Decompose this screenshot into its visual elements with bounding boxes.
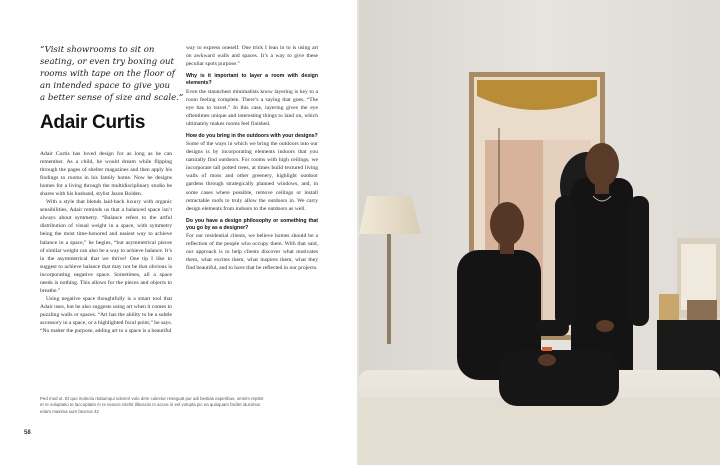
photo-caption: Ped mod ut. Et quo molectu rtatiumqui soloreri volo dem culectur reseguat pur adi bestias experibus, omnim reptint et re voluptatio te laccuptatin m re eiuscie nitchit ilibusciis m accus in est volupta pic ea quisquam facilet iducimus eriam maxima sum facerus 42 bbox=[40, 396, 264, 414]
lamp-stem bbox=[387, 234, 391, 344]
body-column-left bbox=[40, 150, 172, 335]
seated-man-arm bbox=[535, 320, 569, 336]
interview-answer: Even the staunchest minimalists know layering is key to a room feeling complete. There’s a saying that goes, “The eye has to travel.” In this case, layering gives the eye oftentimes unique and interesting things to land on, which ultimately makes rooms feel finished. bbox=[186, 88, 318, 127]
seated-man-hands bbox=[538, 354, 556, 366]
interview-question: How do you bring in the outdoors with your designs? bbox=[186, 132, 318, 139]
body-paragraph: With a style that blends laid-back luxury with organic sensibilities, Adair reminds us that a balanced space isn’t always about symmetry. “Balance refers to the artful distribution of visual weight in a space, with symmetry being the most time-honored and easiest way to achieve balance in a space,” he begins, “but asymmetrical pieces of similar weight can also be a way to achieve balance. It’s in the asymmetrical that we thrive! One tip I like to suggest to achieve balance that may not be that obvious is incorporating negative space. Sometimes, all a space needs is nothing. This allows for the pieces and objects to breathe.” bbox=[40, 199, 172, 294]
lamp-shade bbox=[359, 196, 421, 234]
pull-quote-line: an intended space to give you bbox=[40, 81, 171, 92]
portrait-photo bbox=[359, 0, 720, 465]
body-column-right bbox=[186, 44, 318, 272]
orange-bracelet bbox=[542, 347, 552, 351]
stacked-books bbox=[687, 300, 717, 320]
standing-man-neck bbox=[595, 182, 609, 194]
standing-man-head bbox=[585, 143, 619, 187]
text-page bbox=[0, 0, 358, 465]
standing-man-left-arm bbox=[555, 196, 575, 326]
seated-man-legs bbox=[499, 350, 619, 406]
body-paragraph: Using negative space thoughtfully is a smart tool that Adair uses, but he also suggests using art when it comes to puzzling walls or spaces. “Art has the ability to be a subtle accessory in a space, or a highlighted focal point,” he says. “No matter the purpose, adding art to a space is a beautiful bbox=[40, 295, 172, 335]
standing-man-hands bbox=[596, 320, 614, 332]
interview-answer: Some of the ways in which we bring the outdoors into our designs is by incorporating elements indoors that you naturally find outdoors. For rooms with high ceilings, we incorporate tall potted trees, at times build textured living walls of moss and other greenery, highlight outdoor gardens through strategically planned windows, and, in some cases where possible, remove ceilings or install retractable roofs to truly allow the outdoors in. We carry design elements from indoors to the outdoors as well. bbox=[186, 141, 318, 212]
interview-question: Do you have a design philosophy or something that you go by as a designer? bbox=[186, 217, 318, 231]
pull-quote-line: seating, or even try boxing out bbox=[40, 57, 174, 68]
pull-quote bbox=[40, 44, 184, 104]
seated-man-neck bbox=[500, 242, 514, 254]
pull-quote-line: “Visit showrooms to sit on bbox=[40, 45, 155, 55]
interview-question: Why is it important to layer a room with design elements? bbox=[186, 73, 318, 87]
pull-quote-line: a better sense of size and scale.” bbox=[40, 93, 184, 104]
seated-man-head bbox=[490, 202, 524, 246]
pull-quote-line: rooms with tape on the floor of bbox=[40, 69, 175, 80]
interview-answer: For our residential clients, we believe homes should be a reflection of the people who occupy them. With that said, our approach is to help clients discover what motivates them, what excites them, what inspires them, what they find beautiful, and to have that be reflected in our projects. bbox=[186, 233, 318, 272]
portrait-illustration bbox=[359, 0, 720, 465]
profile-name: Adair Curtis bbox=[40, 112, 146, 133]
vase bbox=[659, 294, 679, 320]
body-paragraph: Adair Curtis has loved design for as long as he can remember. As a child, he would dream while flipping through the pages of shelter magazines and then apply his findings to rooms in his family home. Now he designs homes for a living through the multidisciplinary studio he shares with his husband, stylist Jason Bolden. bbox=[40, 151, 172, 198]
body-paragraph: way to express oneself. One trick I lean in to is using art on awkward walls and spaces. It’s a way to give these peculiar spots purpose.” bbox=[186, 45, 318, 68]
page-number: 58 bbox=[24, 430, 31, 436]
standing-man-right-arm bbox=[629, 196, 649, 326]
sofa-seat bbox=[359, 398, 720, 465]
